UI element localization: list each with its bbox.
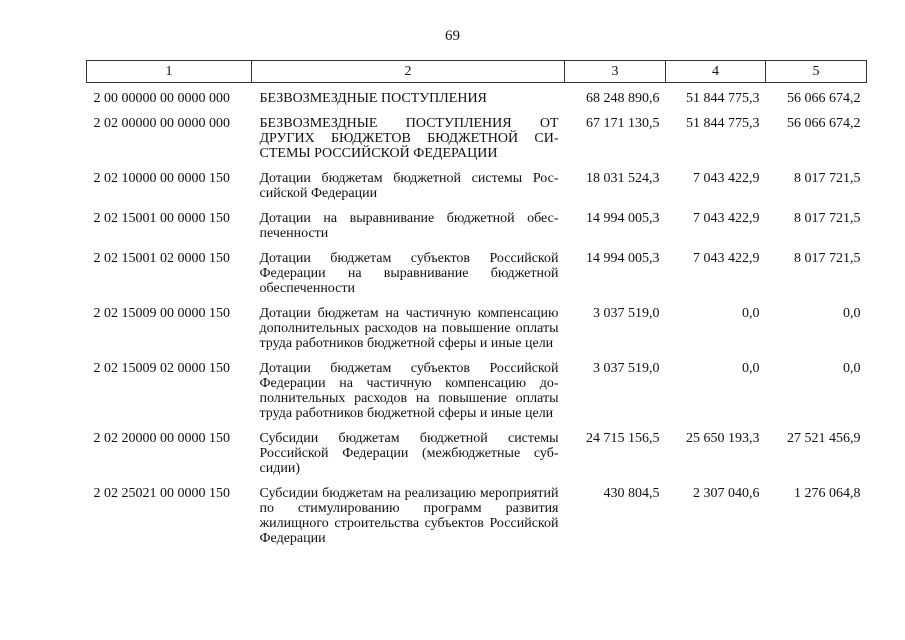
budget-code-cell: 2 02 15009 02 0000 150 <box>93 361 230 376</box>
table-row <box>87 355 867 425</box>
budget-revenue-table <box>86 60 867 550</box>
revenue-name-cell: Дотации бюджетам на частичную компенсацию дополнительных расходов на повышение оплаты труда работников бюджетной сферы и иные цели <box>259 306 559 351</box>
table-row <box>87 425 867 480</box>
column-header-1: 1 <box>87 61 252 83</box>
amount-cell-col3: 3 037 519,0 <box>593 306 660 321</box>
table-row <box>87 205 867 245</box>
budget-code-cell: 2 02 20000 00 0000 150 <box>93 431 230 446</box>
amount-cell-col5: 27 521 456,9 <box>787 431 861 446</box>
table-row <box>87 480 867 550</box>
table-row <box>87 165 867 205</box>
amount-cell-col4: 0,0 <box>742 361 760 376</box>
revenue-name-cell: Дотации бюджетам субъектов Российской Федерации на частичную компенсацию дополнительных расходов на повышение оплаты труда работников бюджетной сферы и иные цели <box>259 361 559 421</box>
amount-cell-col3: 14 994 005,3 <box>586 211 660 226</box>
revenue-name-cell: Субсидии бюджетам на реализацию мероприятий по стимулированию программ развития жилищного строительства субъектов Российской Федерации <box>259 486 559 546</box>
amount-cell-col5: 8 017 721,5 <box>794 251 861 266</box>
amount-cell-col3: 3 037 519,0 <box>593 361 660 376</box>
amount-cell-col3: 18 031 524,3 <box>586 171 660 186</box>
amount-cell-col4: 0,0 <box>742 306 760 321</box>
budget-code-cell: 2 02 15001 00 0000 150 <box>93 211 230 226</box>
page-number: 69 <box>445 28 460 44</box>
budget-code-cell: 2 02 15009 00 0000 150 <box>93 306 230 321</box>
amount-cell-col3: 24 715 156,5 <box>586 431 660 446</box>
column-header-4: 4 <box>666 61 766 83</box>
amount-cell-col4: 7 043 422,9 <box>693 211 760 226</box>
table-row <box>87 245 867 300</box>
amount-cell-col5: 8 017 721,5 <box>794 211 861 226</box>
amount-cell-col5: 0,0 <box>843 306 861 321</box>
budget-code-cell: 2 02 25021 00 0000 150 <box>93 486 230 501</box>
revenue-name-cell: БЕЗВОЗМЕЗДНЫЕ ПОСТУПЛЕНИЯ <box>259 91 487 106</box>
amount-cell-col4: 7 043 422,9 <box>693 171 760 186</box>
budget-code-cell: 2 02 00000 00 0000 000 <box>93 116 230 131</box>
amount-cell-col3: 14 994 005,3 <box>586 251 660 266</box>
table-header-row <box>87 61 867 83</box>
amount-cell-col4: 51 844 775,3 <box>686 116 760 131</box>
amount-cell-col4: 2 307 040,6 <box>693 486 760 501</box>
revenue-name-cell: Субсидии бюджетам бюджетной системы Российской Федерации (межбюджетные субсидии) <box>259 431 559 476</box>
column-header-2: 2 <box>252 61 565 83</box>
amount-cell-col5: 8 017 721,5 <box>794 171 861 186</box>
amount-cell-col3: 68 248 890,6 <box>586 91 660 106</box>
budget-code-cell: 2 00 00000 00 0000 000 <box>93 91 230 106</box>
amount-cell-col5: 1 276 064,8 <box>794 486 861 501</box>
amount-cell-col5: 56 066 674,2 <box>787 91 861 106</box>
revenue-name-cell: БЕЗВОЗМЕЗДНЫЕ ПОСТУПЛЕНИЯ ОТ ДРУГИХ БЮДЖЕТОВ БЮДЖЕТНОЙ СИСТЕМЫ РОССИЙСКОЙ ФЕДЕРАЦИИ <box>259 116 559 161</box>
budget-code-cell: 2 02 15001 02 0000 150 <box>93 251 230 266</box>
revenue-name-cell: Дотации бюджетам субъектов Российской Федерации на выравнивание бюджетной обеспеченности <box>259 251 559 296</box>
column-header-5: 5 <box>766 61 867 83</box>
amount-cell-col5: 56 066 674,2 <box>787 116 861 131</box>
amount-cell-col4: 51 844 775,3 <box>686 91 760 106</box>
amount-cell-col3: 67 171 130,5 <box>586 116 660 131</box>
budget-code-cell: 2 02 10000 00 0000 150 <box>93 171 230 186</box>
table-row <box>87 300 867 355</box>
revenue-name-cell: Дотации бюджетам бюджетной системы Российской Федерации <box>259 171 559 201</box>
revenue-name-cell: Дотации на выравнивание бюджетной обеспеченности <box>259 211 559 241</box>
column-header-3: 3 <box>565 61 666 83</box>
amount-cell-col3: 430 804,5 <box>603 486 660 501</box>
amount-cell-col4: 7 043 422,9 <box>693 251 760 266</box>
amount-cell-col4: 25 650 193,3 <box>686 431 760 446</box>
table-row <box>87 83 867 111</box>
amount-cell-col5: 0,0 <box>843 361 861 376</box>
table-row <box>87 110 867 165</box>
